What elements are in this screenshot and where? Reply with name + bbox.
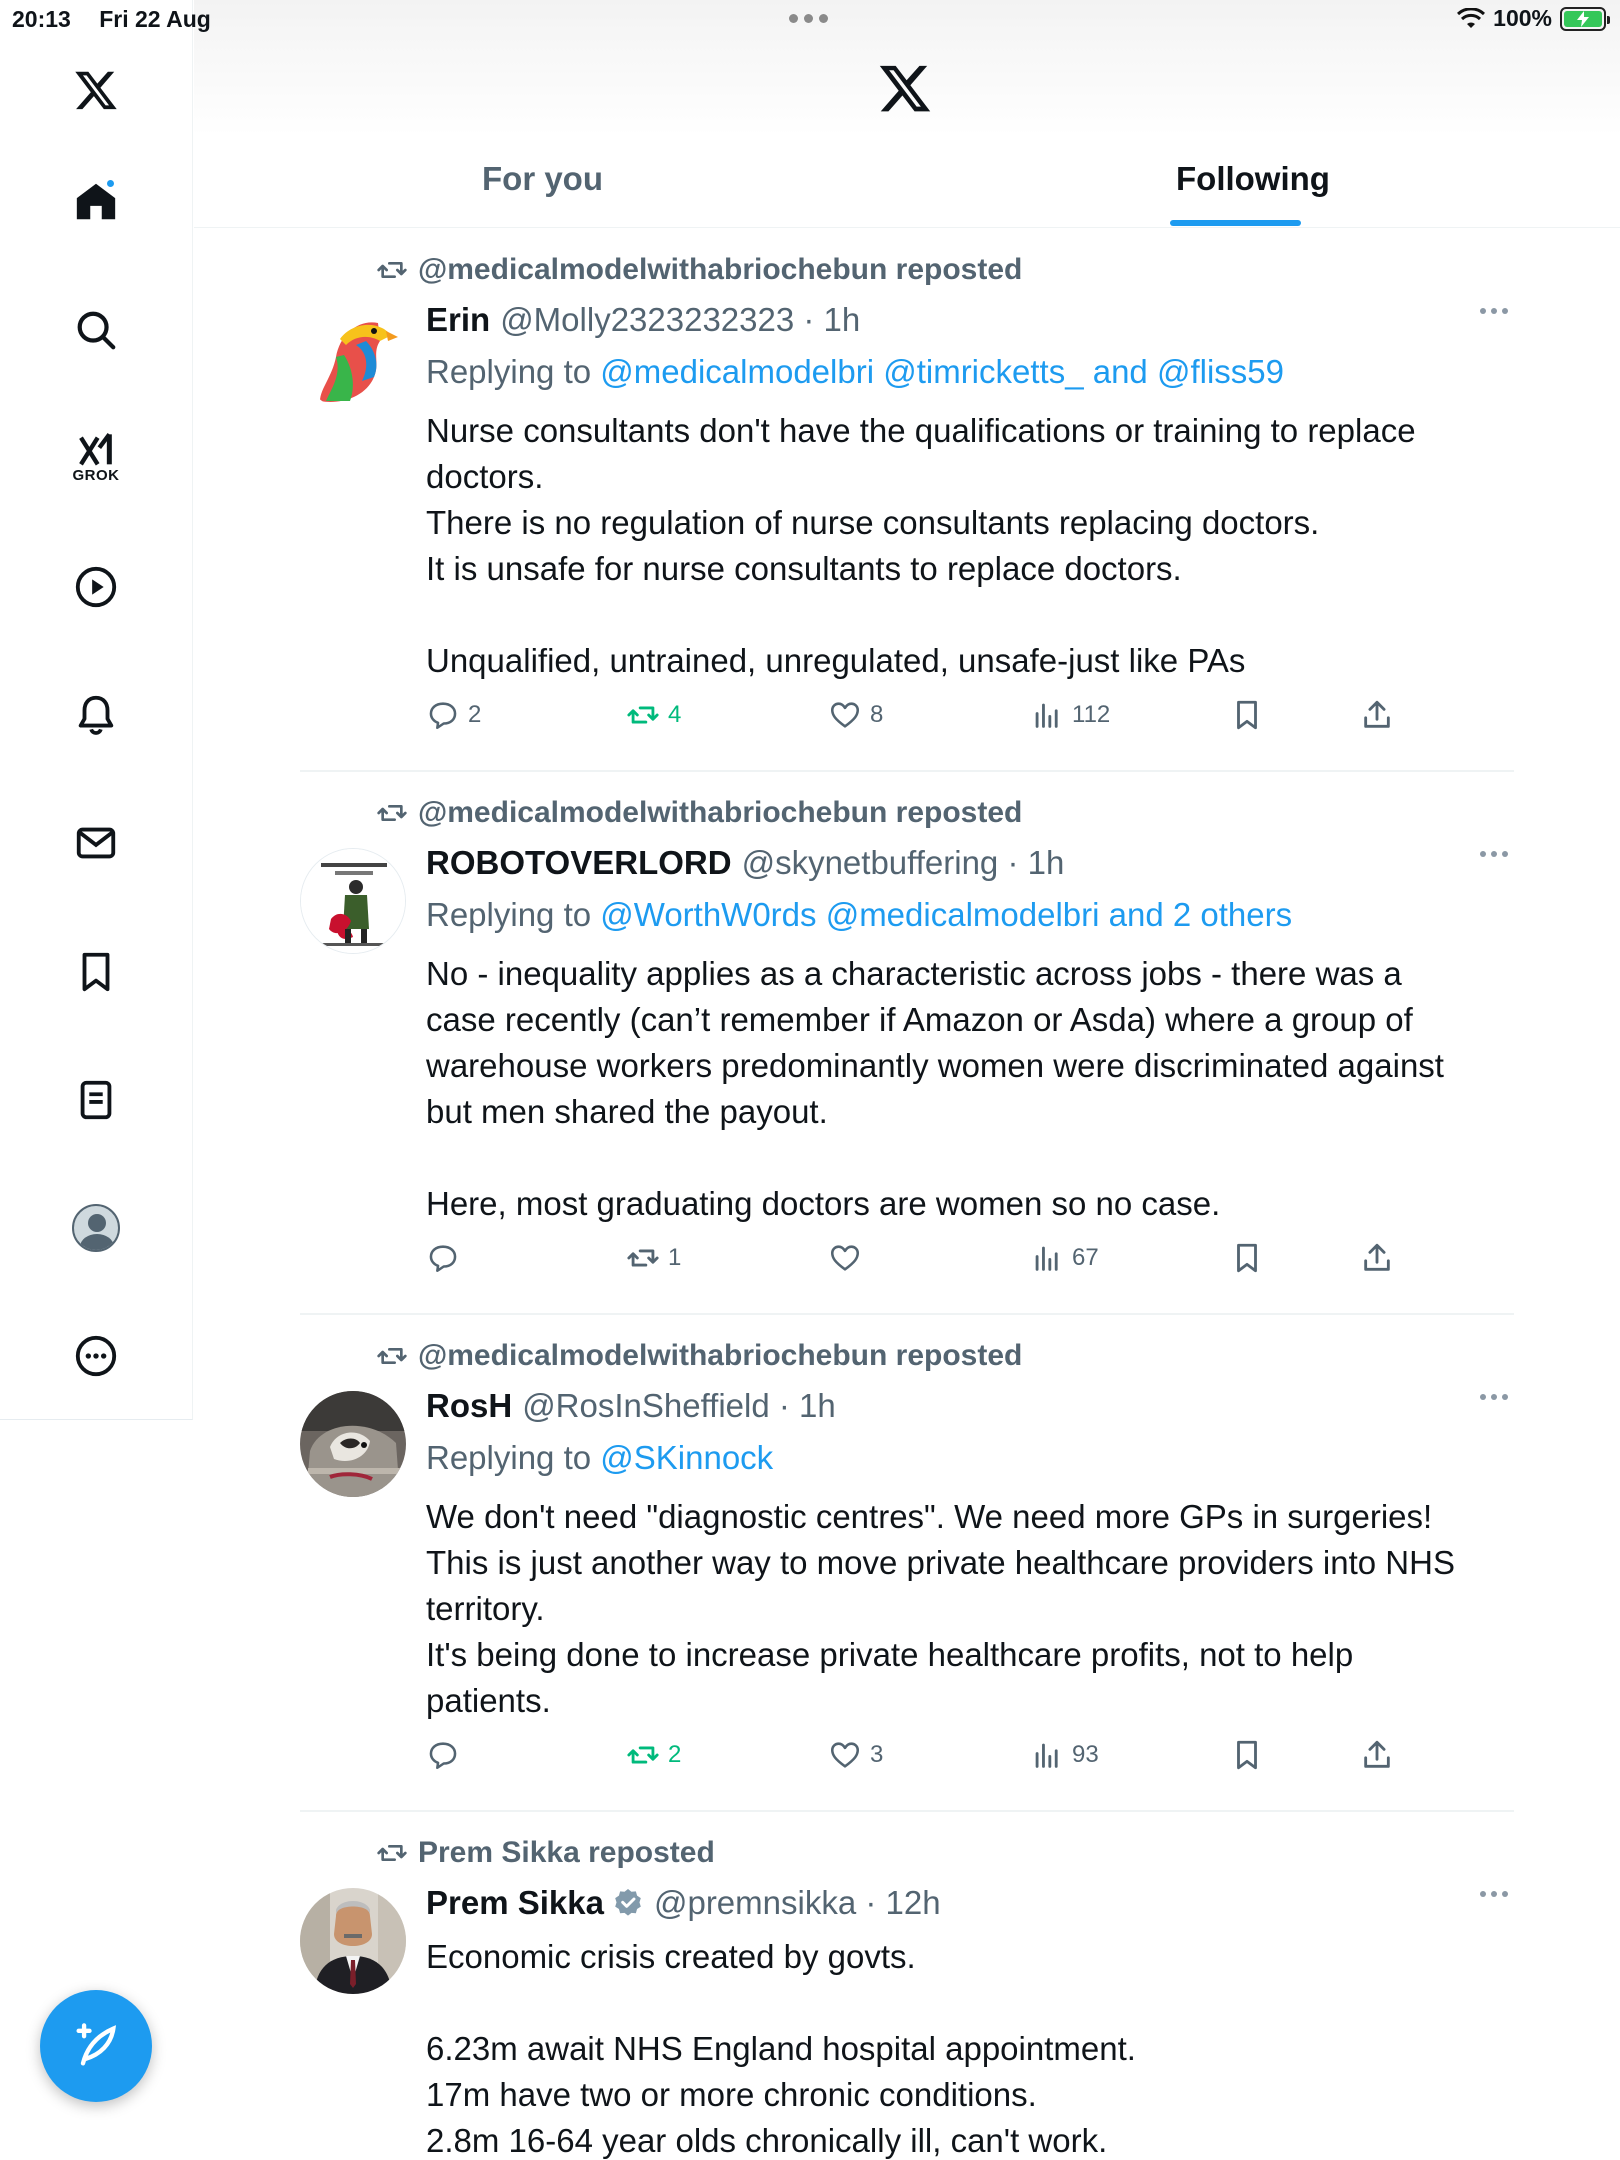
post-actions (426, 698, 1426, 742)
avatar[interactable] (300, 1391, 406, 1497)
author-name[interactable]: Erin (426, 301, 491, 338)
grok-icon (74, 431, 118, 471)
sidebar-item-home[interactable] (64, 170, 128, 234)
heart-icon (828, 1241, 862, 1275)
share-icon (1360, 698, 1394, 732)
author-name[interactable]: RosH (426, 1387, 513, 1424)
views-chart-icon (1030, 1241, 1064, 1275)
play-icon (73, 564, 119, 610)
reply-icon (426, 698, 460, 732)
views-button[interactable] (1030, 698, 1110, 732)
author-handle-time[interactable]: @premnsikka · 12h (653, 1884, 941, 1921)
share-button[interactable] (1360, 698, 1394, 732)
post-text: Economic crisis created by govts. 6.23m await NHS England hospital appointment. 17m have two or more chronic conditions. 2.8m 16-64 year olds chronically ill, can't work. (426, 1938, 1136, 2159)
share-button[interactable] (1360, 1241, 1394, 1275)
reply-button[interactable] (426, 698, 481, 732)
repost-count: 2 (668, 1741, 682, 1768)
profile-avatar (72, 1204, 120, 1252)
wifi-icon (1457, 8, 1485, 30)
view-count: 112 (1072, 701, 1111, 728)
repost-label: @medicalmodelwithabriochebun reposted (418, 1339, 1023, 1372)
search-icon (73, 307, 119, 353)
sidebar-item-notifications[interactable] (64, 683, 128, 747)
view-count: 93 (1072, 1741, 1099, 1768)
views-chart-icon (1030, 698, 1064, 732)
author-name[interactable]: ROBOTOVERLORD (426, 844, 732, 881)
compose-feather-icon (70, 2020, 122, 2072)
author-handle-time[interactable]: @Molly2323232323 · 1h (500, 301, 861, 338)
grok-label: GROK (72, 466, 120, 484)
post-more-options-icon[interactable] (1474, 1884, 1514, 1904)
reply-button[interactable] (426, 1241, 468, 1275)
multitasking-dots-icon[interactable] (789, 14, 828, 23)
sidebar-item-messages[interactable] (64, 811, 128, 875)
bell-icon (73, 692, 119, 738)
post[interactable] (300, 772, 1514, 1315)
replying-to: Replying to @WorthW0rds @medicalmodelbri and 2 others (426, 896, 1293, 933)
share-icon (1360, 1241, 1394, 1275)
verified-badge-icon (612, 1887, 644, 1919)
sidebar-item-bookmarks[interactable] (64, 940, 128, 1004)
post[interactable] (300, 1315, 1514, 1812)
repost-icon (376, 1340, 408, 1372)
repost-label: @medicalmodelwithabriochebun reposted (418, 253, 1023, 286)
reply-mentions[interactable]: @medicalmodelbri @timricketts_ and @fliss59 (600, 353, 1284, 390)
post-text: We don't need "diagnostic centres". We need more GPs in surgeries! This is just another way to move private healthcare providers into NHS territory. It's being done to increase private healthcare profits, not to help patients. (426, 1498, 1455, 1719)
share-icon (1360, 1738, 1394, 1772)
repost-icon (376, 254, 408, 286)
x-logo-icon[interactable] (877, 60, 933, 116)
repost-icon (376, 797, 408, 829)
repost-label: @medicalmodelwithabriochebun reposted (418, 796, 1023, 829)
post-text: No - inequality applies as a characteristic across jobs - there was a case recently (can’t remember if Amazon or Asda) where a group of warehouse workers predominantly women were discriminated against but men shared the payout. Here, most graduating doctors are women so no case. (426, 955, 1444, 1222)
views-button[interactable] (1030, 1241, 1099, 1275)
x-logo-icon[interactable] (64, 58, 128, 122)
repost-count: 4 (668, 701, 682, 728)
battery-icon (1560, 7, 1606, 31)
status-time: 20:13 (12, 6, 71, 32)
reply-count: 2 (468, 701, 482, 728)
bookmark-button[interactable] (1230, 698, 1264, 732)
view-count: 67 (1072, 1244, 1099, 1271)
status-date: Fri 22 Aug (99, 6, 211, 32)
post-actions (426, 1738, 1426, 1782)
post[interactable] (300, 229, 1514, 772)
author-name[interactable]: Prem Sikka (426, 1884, 604, 1921)
bookmark-button[interactable] (1230, 1241, 1264, 1275)
like-button[interactable] (828, 1738, 883, 1772)
status-bar (0, 0, 1620, 40)
repost-icon (626, 698, 660, 732)
reply-icon (426, 1241, 460, 1275)
tab-for-you[interactable]: For you (482, 160, 603, 197)
repost-icon (626, 1241, 660, 1275)
reply-icon (426, 1738, 460, 1772)
avatar[interactable] (300, 848, 406, 954)
active-tab-indicator (1170, 220, 1301, 226)
repost-label: Prem Sikka reposted (418, 1836, 715, 1869)
sidebar-item-more[interactable] (64, 1324, 128, 1388)
sidebar-item-explore[interactable] (64, 298, 128, 362)
repost-button[interactable] (626, 698, 681, 732)
views-button[interactable] (1030, 1738, 1099, 1772)
author-handle-time[interactable]: @RosInSheffield · 1h (522, 1387, 836, 1424)
sidebar-item-profile[interactable] (64, 1196, 128, 1260)
mail-icon (73, 820, 119, 866)
list-icon (73, 1077, 119, 1123)
author-handle-time[interactable]: @skynetbuffering · 1h (741, 844, 1065, 881)
repost-button[interactable] (626, 1241, 681, 1275)
sidebar-item-lists[interactable] (64, 1068, 128, 1132)
bookmark-icon (1230, 698, 1264, 732)
compose-post-button[interactable] (40, 1990, 152, 2102)
like-count: 8 (870, 701, 884, 728)
avatar[interactable] (300, 1888, 406, 1994)
views-chart-icon (1030, 1738, 1064, 1772)
repost-button[interactable] (626, 1738, 681, 1772)
bookmark-icon (1230, 1738, 1264, 1772)
sidebar-nav (0, 0, 193, 1420)
reply-button[interactable] (426, 1738, 468, 1772)
home-notification-dot (105, 178, 116, 189)
avatar[interactable] (300, 305, 406, 411)
timeline-feed (300, 229, 1514, 2160)
replying-to: Replying to @SKinnock (426, 1439, 774, 1476)
like-count: 3 (870, 1741, 884, 1768)
post-more-options-icon[interactable] (1474, 844, 1514, 864)
bookmark-button[interactable] (1230, 1738, 1264, 1772)
heart-icon (828, 1738, 862, 1772)
battery-percent: 100% (1493, 5, 1552, 31)
repost-count: 1 (668, 1244, 682, 1271)
sidebar-item-video[interactable] (64, 555, 128, 619)
post-more-options-icon[interactable] (1474, 301, 1514, 321)
like-button[interactable] (828, 698, 883, 732)
replying-to: Replying to @medicalmodelbri @timricketts_ and @fliss59 (426, 353, 1284, 390)
bookmark-icon (1230, 1241, 1264, 1275)
bookmark-icon (73, 949, 119, 995)
post-actions (426, 1241, 1426, 1285)
sidebar-item-grok[interactable] (64, 425, 128, 489)
heart-icon (828, 698, 862, 732)
reply-mentions[interactable]: @SKinnock (600, 1439, 774, 1476)
like-button[interactable] (828, 1241, 870, 1275)
more-circle-icon (73, 1333, 119, 1379)
post-more-options-icon[interactable] (1474, 1387, 1514, 1407)
share-button[interactable] (1360, 1738, 1394, 1772)
repost-icon (376, 1837, 408, 1869)
tab-following[interactable]: Following (1176, 160, 1330, 197)
post-text: Nurse consultants don't have the qualifications or training to replace doctors. There is no regulation of nurse consultants replacing doctors. It is unsafe for nurse consultants to replace doctors. Unqualified, untrained, unregulated, unsafe-just like PAs (426, 412, 1416, 679)
repost-icon (626, 1738, 660, 1772)
post[interactable] (300, 1812, 1514, 2160)
reply-mentions[interactable]: @WorthW0rds @medicalmodelbri and 2 others (600, 896, 1293, 933)
